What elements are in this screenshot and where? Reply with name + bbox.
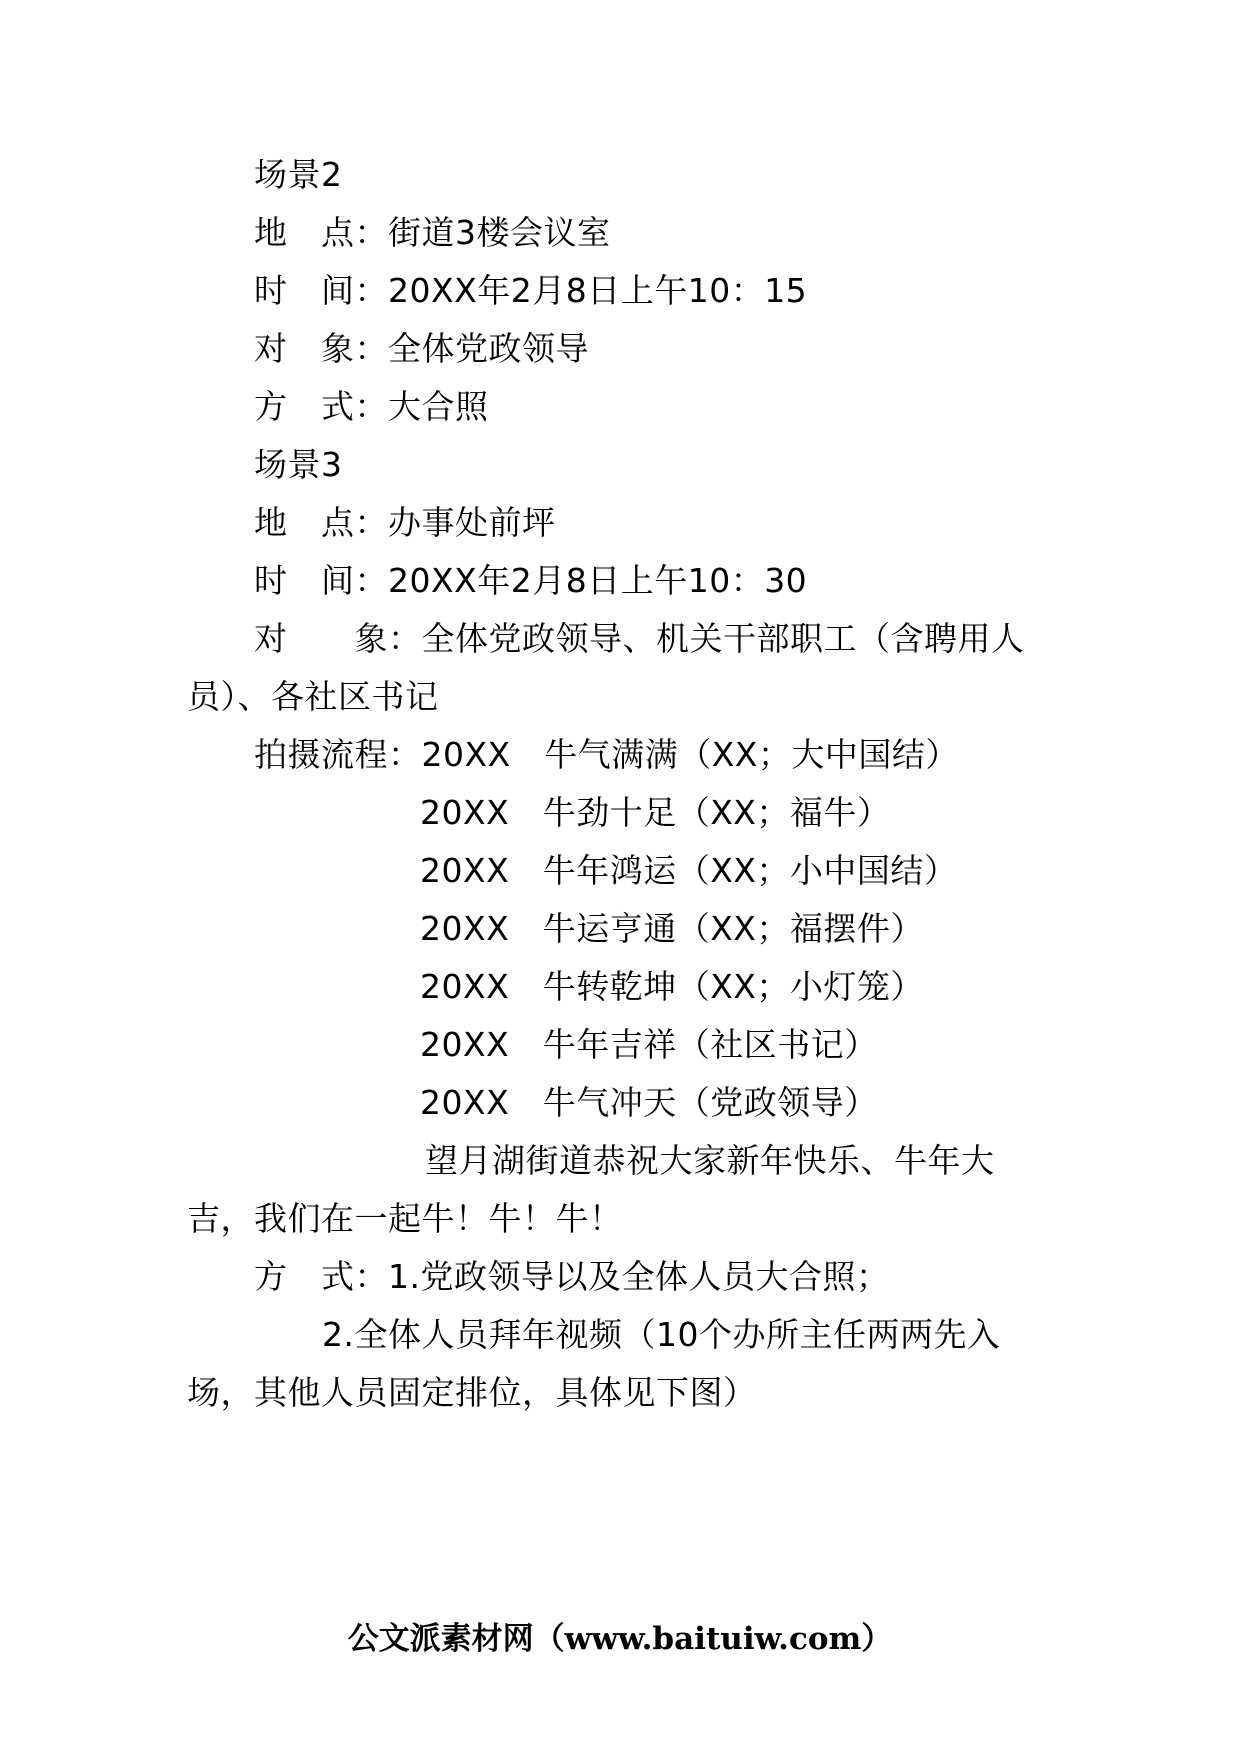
shooting-process: 拍摄流程：20XX 牛气满满（XX；大中国结） <box>254 735 959 774</box>
scene-2-method: 方 式：大合照 <box>254 387 489 426</box>
scene-3-target: 对 象：全体党政领导、机关干部职工（含聘用人 <box>254 619 1025 658</box>
process-item: 20XX 牛运亨通（XX；福摆件） <box>420 909 924 948</box>
scene-3-time: 时 间：20XX年2月8日上午10：30 <box>254 561 808 600</box>
scene-3-method-item-2: 2.全体人员拜年视频（10个办所主任两两先入 <box>322 1315 1001 1354</box>
process-item: 20XX 牛气冲天（党政领导） <box>420 1083 878 1122</box>
footer-source: 公文派素材网（www.baituiw.com） <box>347 1621 893 1657</box>
process-item: 20XX 牛劲十足（XX；福牛） <box>420 793 891 832</box>
scene-3-method-item-2-continued: 场，其他人员固定排位，具体见下图） <box>187 1373 757 1412</box>
scene-3-method: 方 式：1.党政领导以及全体人员大合照； <box>254 1257 890 1296</box>
scene-2-heading: 场景2 <box>254 155 343 194</box>
scene-2-time: 时 间：20XX年2月8日上午10：15 <box>254 271 808 310</box>
process-item: 20XX 牛转乾坤（XX；小灯笼） <box>420 967 924 1006</box>
process-item: 20XX 牛年鸿运（XX；小中国结） <box>420 851 958 890</box>
scene-3-location: 地 点：办事处前坪 <box>254 503 556 542</box>
scene-2-target: 对 象：全体党政领导 <box>254 329 589 368</box>
scene-3-target-continued: 员）、各社区书记 <box>187 677 439 716</box>
scene-3-heading: 场景3 <box>254 445 343 484</box>
greeting-text-continued: 吉，我们在一起牛！牛！牛！ <box>187 1199 623 1238</box>
scene-2-location: 地 点：街道3楼会议室 <box>254 213 611 252</box>
greeting-text: 望月湖街道恭祝大家新年快乐、牛年大 <box>425 1141 995 1180</box>
process-item: 20XX 牛年吉祥（社区书记） <box>420 1025 878 1064</box>
